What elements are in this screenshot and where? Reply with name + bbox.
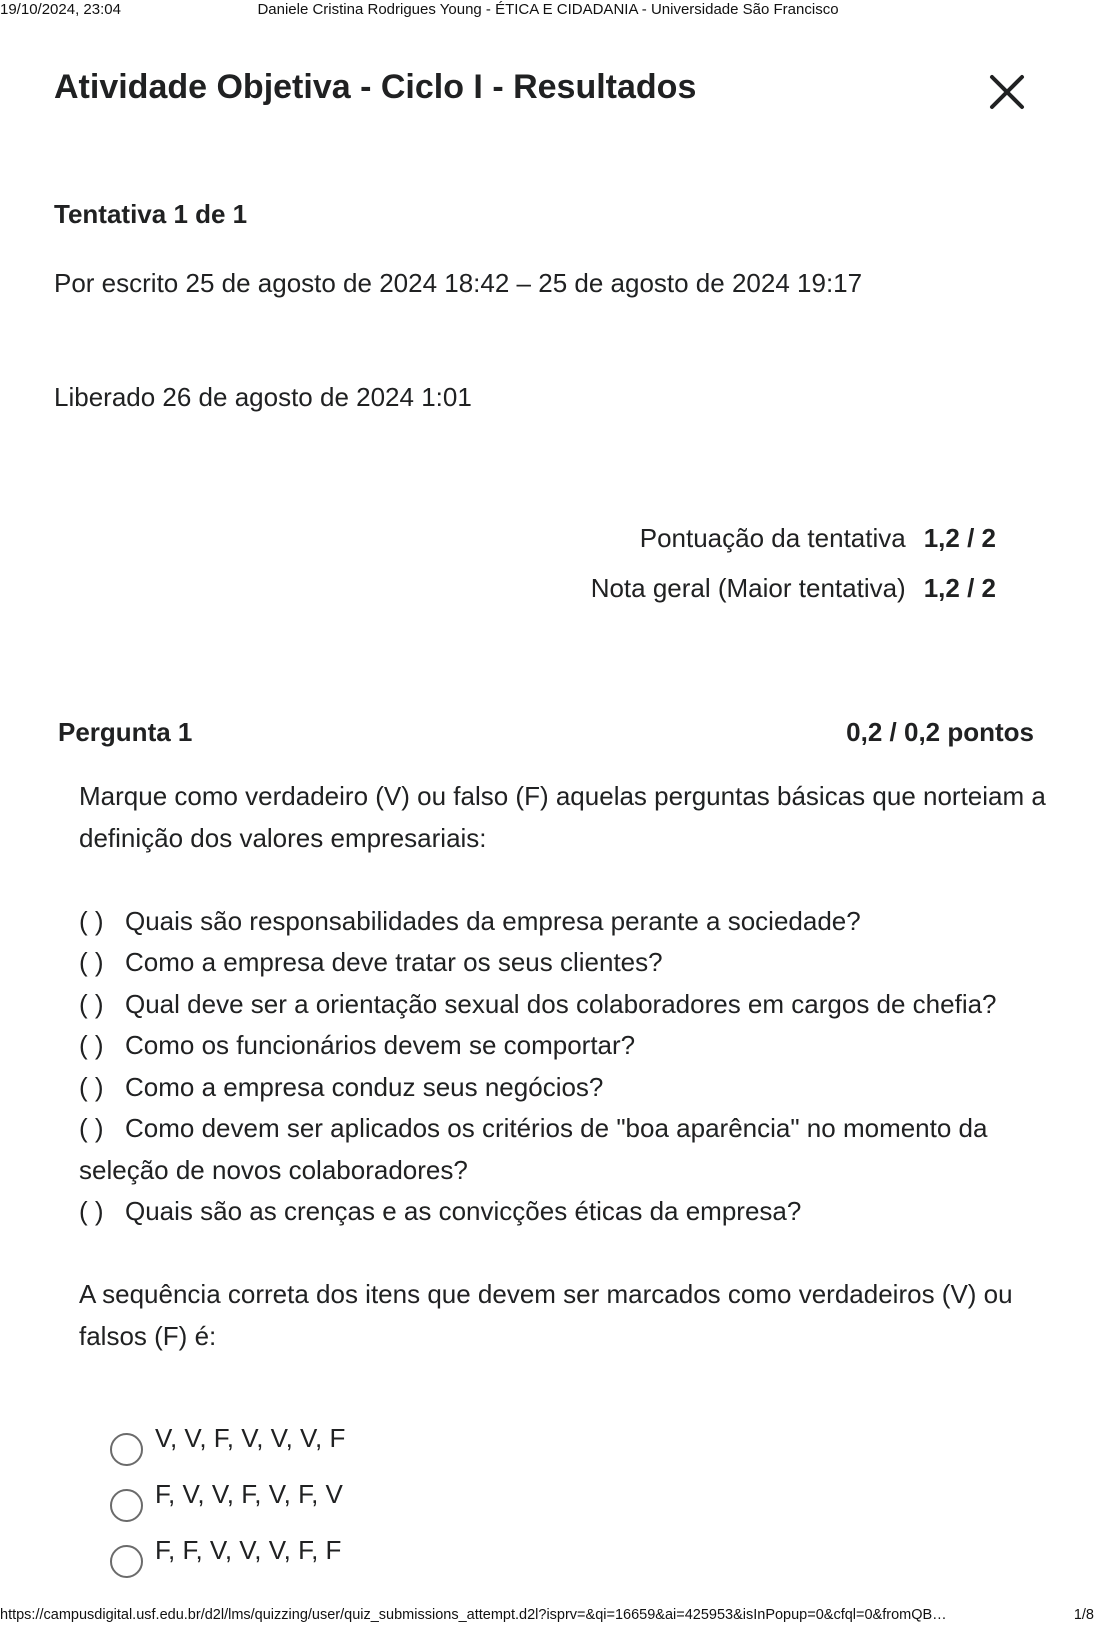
attempt-score-value: 1,2 / 2 — [923, 523, 996, 553]
close-button[interactable] — [987, 72, 1027, 112]
question-body — [79, 776, 1054, 1357]
print-url: https://campusdigital.usf.edu.br/d2l/lms/quizzing/user/quiz_submissions_attempt.d2l?isprv=&qi=16659&ai=425953&isInPopup=0&cfql=0&fromQB… — [0, 1607, 947, 1623]
statement-item: ( ) Como os funcionários devem se comportar? — [79, 1025, 1054, 1067]
question-points: 0,2 / 0,2 pontos — [846, 717, 1034, 747]
statement-blank: ( ) — [79, 988, 104, 1019]
statement-item: ( ) Como a empresa deve tratar os seus clientes? — [79, 942, 1054, 984]
overall-grade-label: Nota geral (Maior tentativa) — [590, 573, 906, 603]
statement-blank: ( ) — [79, 947, 104, 977]
statement-blank: ( ) — [79, 1071, 104, 1102]
radio-button[interactable] — [110, 1433, 143, 1466]
print-footer — [0, 1606, 1096, 1627]
statement-item: ( ) Qual deve ser a orientação sexual dos colaboradores em cargos de chefia? — [79, 984, 1054, 1026]
print-header — [0, 0, 1096, 24]
answer-option-label: F, F, V, V, V, F, F — [155, 1535, 342, 1565]
statement-blank: ( ) — [79, 1030, 104, 1060]
statement-item: ( ) Quais são as crenças e as convicções éticas da empresa? — [79, 1191, 1054, 1233]
attempt-written-dates: Por escrito 25 de agosto de 2024 18:42 – 25 de agosto de 2024 19:17 — [54, 268, 863, 298]
print-document-title: Daniele Cristina Rodrigues Young - ÉTICA E CIDADANIA - Universidade São Francisco — [257, 1, 839, 18]
question-prompt: Marque como verdadeiro (V) ou falso (F) aquelas perguntas básicas que norteiam a definição dos valores empresariais: — [79, 781, 1046, 853]
answer-option-label: V, V, F, V, V, V, F — [155, 1423, 346, 1453]
radio-button[interactable] — [110, 1489, 143, 1522]
question-instruction: A sequência correta dos itens que devem ser marcados como verdadeiros (V) ou falsos (F) é: — [79, 1279, 1013, 1351]
attempt-released-date: Liberado 26 de agosto de 2024 1:01 — [54, 382, 472, 412]
statement-item: ( ) Como a empresa conduz seus negócios? — [79, 1067, 1054, 1109]
close-icon — [987, 72, 1027, 112]
radio-button[interactable] — [110, 1545, 143, 1578]
statement-item: ( ) Como devem ser aplicados os critérios de "boa aparência" no momento da seleção de novos colaboradores? — [79, 1108, 1054, 1191]
overall-grade-row — [591, 573, 996, 604]
attempt-heading: Tentativa 1 de 1 — [54, 199, 248, 229]
print-page-number: 1/8 — [1073, 1607, 1094, 1623]
attempt-score-row — [640, 523, 996, 554]
statement-item: ( ) Quais são responsabilidades da empresa perante a sociedade? — [79, 901, 1054, 943]
statement-blank: ( ) — [79, 1196, 104, 1226]
print-datetime: 19/10/2024, 23:04 — [0, 1, 121, 18]
attempt-score-label: Pontuação da tentativa — [639, 523, 906, 553]
answer-option-label: F, V, V, F, V, F, V — [155, 1479, 343, 1509]
statement-blank: ( ) — [79, 905, 104, 936]
page-title: Atividade Objetiva - Ciclo I - Resultados — [54, 68, 697, 106]
question-title: Pergunta 1 — [58, 717, 193, 747]
statement-blank: ( ) — [79, 1113, 104, 1143]
overall-grade-value: 1,2 / 2 — [923, 573, 996, 603]
